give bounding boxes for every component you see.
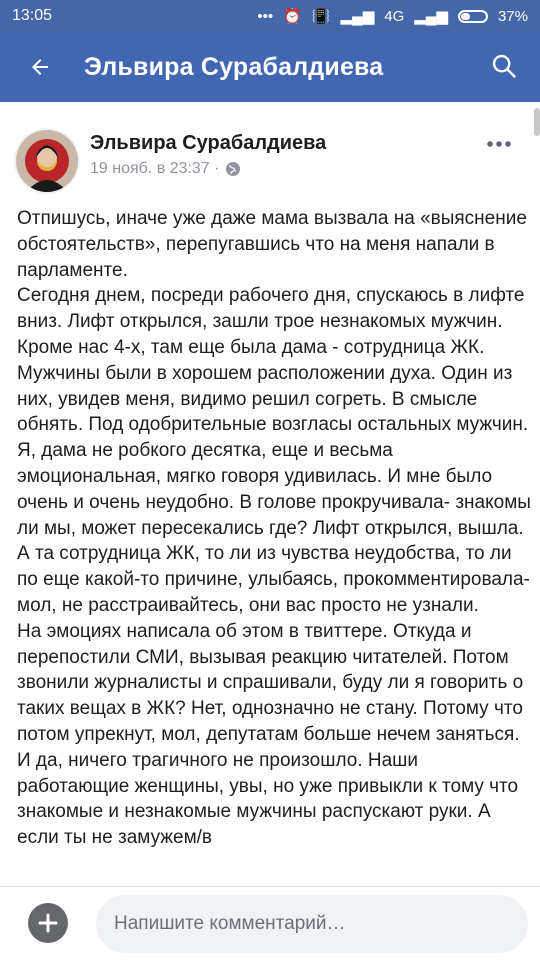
more-options-icon[interactable] [486, 140, 512, 148]
post-text [17, 206, 531, 886]
battery-icon [458, 10, 488, 23]
network-type: 4G [384, 7, 405, 25]
vibrate-icon: 📳 [311, 8, 331, 25]
status-time: 13:05 [12, 7, 53, 24]
page-title: Эльвира Сурабалдиева [84, 52, 384, 81]
signal-icon: ▂▄▆ [340, 8, 375, 25]
post-date[interactable]: 19 нояб. в 23:37 · [90, 160, 220, 177]
battery-percent: 37% [497, 7, 528, 25]
alarm-icon: ⏰ [283, 8, 302, 25]
post-paragraph: На эмоциях написала об этом в твиттере. Откуда и перепостили СМИ, вызывая реакцию читателей. Потом звонили журналисты и спрашивали, буду ли я говорить о таких вещах в ЖК? Нет, однозначно не стану. Потому что потом упрекнут, мол, депутатам больше нечем заняться. И да, ничего трагичного не произошло. Наши работающие женщины, увы, но уже привыкли к тому что знакомые и незнакомые мужчины распускают руки. А если ты не замужем/в [17, 620, 524, 849]
post-meta [90, 160, 241, 178]
add-attachment-button[interactable] [28, 903, 68, 943]
avatar[interactable] [14, 128, 80, 194]
status-bar [0, 0, 540, 32]
comment-bar [0, 886, 540, 960]
globe-icon [225, 161, 241, 177]
post-paragraph: Отпишусь, иначе уже даже мама вызвала на «выяснение обстоятельств», перепугавшись что на меня напали в парламенте. [17, 208, 527, 281]
post-header [0, 118, 540, 198]
post-author[interactable]: Эльвира Сурабалдиева [90, 132, 327, 154]
post-paragraph: Сегодня днем, посреди рабочего дня, спускаюсь в лифте вниз. Лифт открылся, зашли трое незнакомых мужчин. Кроме нас 4-х, там еще была дама - сотрудница ЖК. Мужчины были в хорошем расположении духа. Один из них, увидев меня, видимо решил согреть. В смысле обнять. Под одобрительные возгласы остальных мужчин. Я, дама не робкого десятка, еще и весьма эмоциональная, мягко говоря удивилась. И мне было очень и очень неудобно. В голове прокручивала- знакомы ли мы, может пересекались где? Лифт открылся, вышла. А та сотрудница ЖК, то ли из чувства неудобства, то ли по еще какой-то причине, улыбаясь, прокомментировала- мол, не расстраивайтесь, они вас просто не узнали. [17, 285, 531, 616]
back-arrow-icon[interactable] [28, 55, 52, 79]
signal-icon-2: ▂▄▆ [414, 8, 448, 25]
more-dots-icon: ••• [257, 7, 274, 25]
battery-fill [461, 13, 470, 20]
comment-input[interactable] [96, 895, 528, 953]
app-bar [0, 32, 540, 102]
search-icon[interactable] [490, 52, 518, 80]
profile-photo [16, 130, 78, 192]
plus-icon [38, 913, 58, 933]
status-icons [257, 7, 528, 25]
